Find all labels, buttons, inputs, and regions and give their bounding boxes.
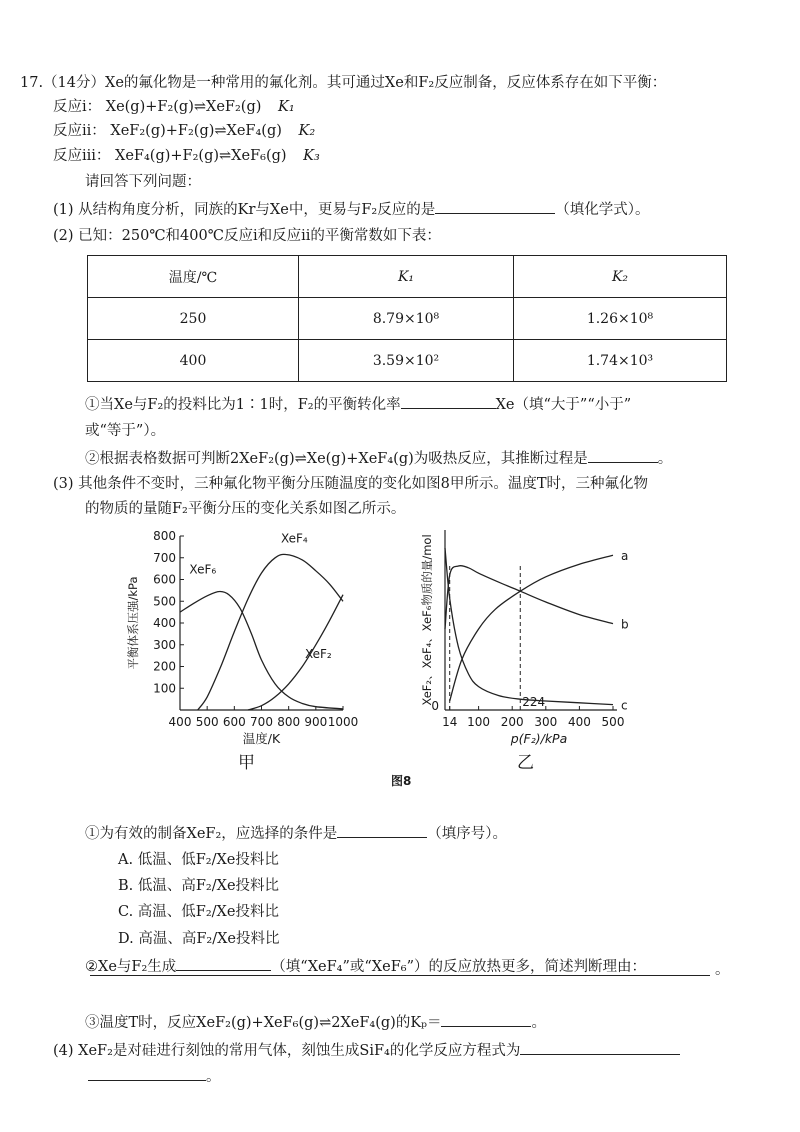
series-label-XeF₄: XeF₄ bbox=[280, 531, 308, 546]
q4-text: (4) XeF₂是对硅进行刻蚀的常用气体，刻蚀生成SiF₄的化学反应方程式为 bbox=[53, 1043, 521, 1059]
q3-sub2-answer-blank[interactable] bbox=[176, 956, 271, 971]
prompt: 请回答下列问题： bbox=[85, 174, 201, 190]
q4-end: 。 bbox=[206, 1069, 221, 1085]
q3-intro-line2: 的物质的量随F₂平衡分压的变化关系如图乙所示。 bbox=[85, 501, 406, 517]
chart-yi-label: 乙 bbox=[517, 753, 534, 773]
q3-sub2-answer-line[interactable] bbox=[90, 975, 710, 976]
x-tick-label: 400 bbox=[567, 715, 591, 729]
q3-sub2 bbox=[85, 956, 646, 977]
q2-sub2 bbox=[85, 448, 672, 469]
q3-sub2-text: ②Xe与F₂生成 bbox=[85, 959, 177, 975]
x-tick-label: 300 bbox=[534, 715, 558, 729]
q3-sub1-text: ①为有效的制备XeF₂，应选择的条件是 bbox=[85, 826, 338, 842]
reaction-2-equation: XeF₂(g)+F₂(g)⇌XeF₄(g) bbox=[110, 123, 282, 139]
q3-sub1-answer-blank[interactable] bbox=[337, 823, 427, 838]
table-cell: 1.26×10⁸ bbox=[514, 298, 727, 340]
question-stem: 17.（14分）Xe的氟化物是一种常用的氟化剂。其可通过Xe和F₂反应制备，反应体系存在如下平衡： bbox=[20, 75, 667, 91]
x-tick-label: 100 bbox=[467, 715, 491, 729]
series-label-XeF₂: XeF₂ bbox=[304, 646, 332, 661]
q2-sub2-end: 。 bbox=[657, 451, 673, 467]
y-tick-label: 200 bbox=[153, 659, 176, 674]
option-c[interactable]: C. 高温、低F₂/Xe投料比 bbox=[118, 904, 279, 920]
chart-yi bbox=[415, 520, 690, 780]
reaction-1-label: 反应ⅰ： bbox=[53, 99, 102, 115]
table-header-cell: K₁ bbox=[299, 256, 514, 298]
q1-text: (1) 从结构角度分析，同族的Kr与Xe中，更易与F₂反应的是 bbox=[53, 202, 436, 218]
x-tick-label: 600 bbox=[222, 715, 246, 729]
q4-answer-blank-1[interactable] bbox=[520, 1040, 680, 1055]
q3-intro-line1: (3) 其他条件不变时，三种氟化物平衡分压随温度的变化如图8甲所示。温度T时，三种氟化物 bbox=[53, 476, 649, 492]
table-cell: 400 bbox=[88, 340, 299, 382]
annotation-224: 224 bbox=[522, 695, 546, 709]
q3-sub1 bbox=[85, 823, 507, 844]
x-tick-label: 800 bbox=[277, 715, 301, 729]
q2-sub1-text: ①当Xe与F₂的投料比为1∶1时，F₂的平衡转化率 bbox=[85, 397, 401, 413]
q2-sub1 bbox=[85, 394, 631, 415]
q3-sub3-answer-blank[interactable] bbox=[441, 1012, 531, 1027]
figure-caption: 图8 bbox=[391, 774, 412, 788]
y-tick-label: 700 bbox=[153, 550, 176, 565]
series-line-b bbox=[445, 566, 613, 629]
equilibrium-constant-table bbox=[87, 255, 727, 382]
series-label-XeF₆: XeF₆ bbox=[189, 562, 217, 577]
series-line-XeF₄ bbox=[198, 554, 343, 710]
x-tick-label: 400 bbox=[168, 715, 192, 729]
table-cell: 3.59×10² bbox=[299, 340, 514, 382]
series-label-b: b bbox=[621, 617, 629, 632]
y-tick-label: 400 bbox=[153, 616, 176, 630]
series-label-a: a bbox=[621, 549, 629, 564]
option-b[interactable]: B. 低温、高F₂/Xe投料比 bbox=[118, 878, 280, 894]
table-header-cell: K₂ bbox=[514, 256, 727, 298]
x-tick-label: 200 bbox=[500, 715, 524, 729]
x-tick-label: 500 bbox=[195, 715, 219, 729]
reaction-2-k: K₂ bbox=[298, 123, 316, 139]
q3-sub3-text: ③温度T时，反应XeF₂(g)+XeF₆(g)⇌2XeF₄(g)的Kₚ＝ bbox=[85, 1015, 442, 1031]
reaction-3-equation: XeF₄(g)+F₂(g)⇌XeF₆(g) bbox=[115, 148, 287, 164]
table-cell: 8.79×10⁸ bbox=[299, 298, 514, 340]
option-a[interactable]: A. 低温、低F₂/Xe投料比 bbox=[118, 852, 279, 868]
x-tick-label: 0 bbox=[431, 699, 439, 713]
y-tick-label: 600 bbox=[153, 572, 176, 587]
y-tick-label: 300 bbox=[153, 637, 176, 652]
x-tick-label: 500 bbox=[601, 715, 625, 729]
q2-sub2-answer-blank[interactable] bbox=[588, 448, 658, 463]
reaction-1-k: K₁ bbox=[278, 99, 295, 115]
q3-sub2-hint: （填“XeF₄”或“XeF₆”）的反应放热更多，简述判断理由： bbox=[271, 959, 646, 975]
q1-hint: （填化学式）。 bbox=[555, 202, 650, 218]
q2-sub1-hint: Xe（填“大于”“小于” bbox=[495, 397, 632, 413]
option-d[interactable]: D. 高温、高F₂/Xe投料比 bbox=[118, 931, 280, 947]
q3-sub3-end: 。 bbox=[531, 1015, 546, 1031]
q3-sub2-end: 。 bbox=[715, 962, 730, 978]
reaction-3-k: K₃ bbox=[303, 148, 320, 164]
series-line-c bbox=[445, 548, 613, 705]
y-tick-label: 100 bbox=[153, 681, 176, 696]
x-axis-label: 温度/K bbox=[242, 731, 281, 746]
y-axis-label: XeF₂、XeF₄、XeF₆物质的量/mol bbox=[420, 534, 434, 706]
q4-cont bbox=[88, 1066, 221, 1087]
table-header-row bbox=[88, 256, 727, 298]
reaction-3 bbox=[53, 146, 320, 166]
reaction-1 bbox=[53, 97, 295, 117]
chart-jia bbox=[115, 520, 365, 780]
table-cell: 1.74×10³ bbox=[514, 340, 727, 382]
y-tick-label: 500 bbox=[153, 594, 176, 609]
x-tick-label: 700 bbox=[250, 715, 273, 729]
reaction-3-label: 反应ⅲ： bbox=[53, 148, 111, 164]
series-label-c: c bbox=[621, 698, 628, 713]
table-row bbox=[88, 340, 727, 382]
q4-answer-blank-2[interactable] bbox=[88, 1066, 206, 1081]
q2-sub1-cont: 或“等于”）。 bbox=[85, 423, 166, 439]
y-tick-label: 800 bbox=[153, 529, 176, 543]
table-cell: 250 bbox=[88, 298, 299, 340]
x-tick-label: 1000 bbox=[327, 715, 359, 729]
q2-sub2-text: ②根据表格数据可判断2XeF₂(g)⇌Xe(g)+XeF₄(g)为吸热反应，其推断过程是 bbox=[85, 451, 588, 467]
x-tick-label: 900 bbox=[304, 715, 328, 729]
y-axis-label: 平衡体系压强/kPa bbox=[126, 576, 140, 670]
q2-intro: (2) 已知：250℃和400℃反应ⅰ和反应ⅱ的平衡常数如下表： bbox=[53, 228, 441, 244]
q3-sub1-hint: （填序号）。 bbox=[427, 826, 508, 842]
table-header-cell: 温度/℃ bbox=[88, 256, 299, 298]
reaction-2 bbox=[53, 121, 315, 141]
q1 bbox=[53, 199, 649, 220]
series-line-a bbox=[450, 555, 613, 701]
q4 bbox=[53, 1040, 680, 1061]
reaction-2-label: 反应ⅱ： bbox=[53, 123, 106, 139]
q1-answer-blank[interactable] bbox=[435, 199, 555, 214]
x-tick-label: 14 bbox=[442, 715, 458, 729]
q3-sub3 bbox=[85, 1012, 546, 1033]
chart-jia-label: 甲 bbox=[238, 753, 255, 773]
reaction-1-equation: Xe(g)+F₂(g)⇌XeF₂(g) bbox=[105, 99, 262, 115]
table-row bbox=[88, 298, 727, 340]
q2-sub1-answer-blank[interactable] bbox=[401, 394, 496, 409]
x-axis-label: p(F₂)/kPa bbox=[510, 731, 568, 746]
